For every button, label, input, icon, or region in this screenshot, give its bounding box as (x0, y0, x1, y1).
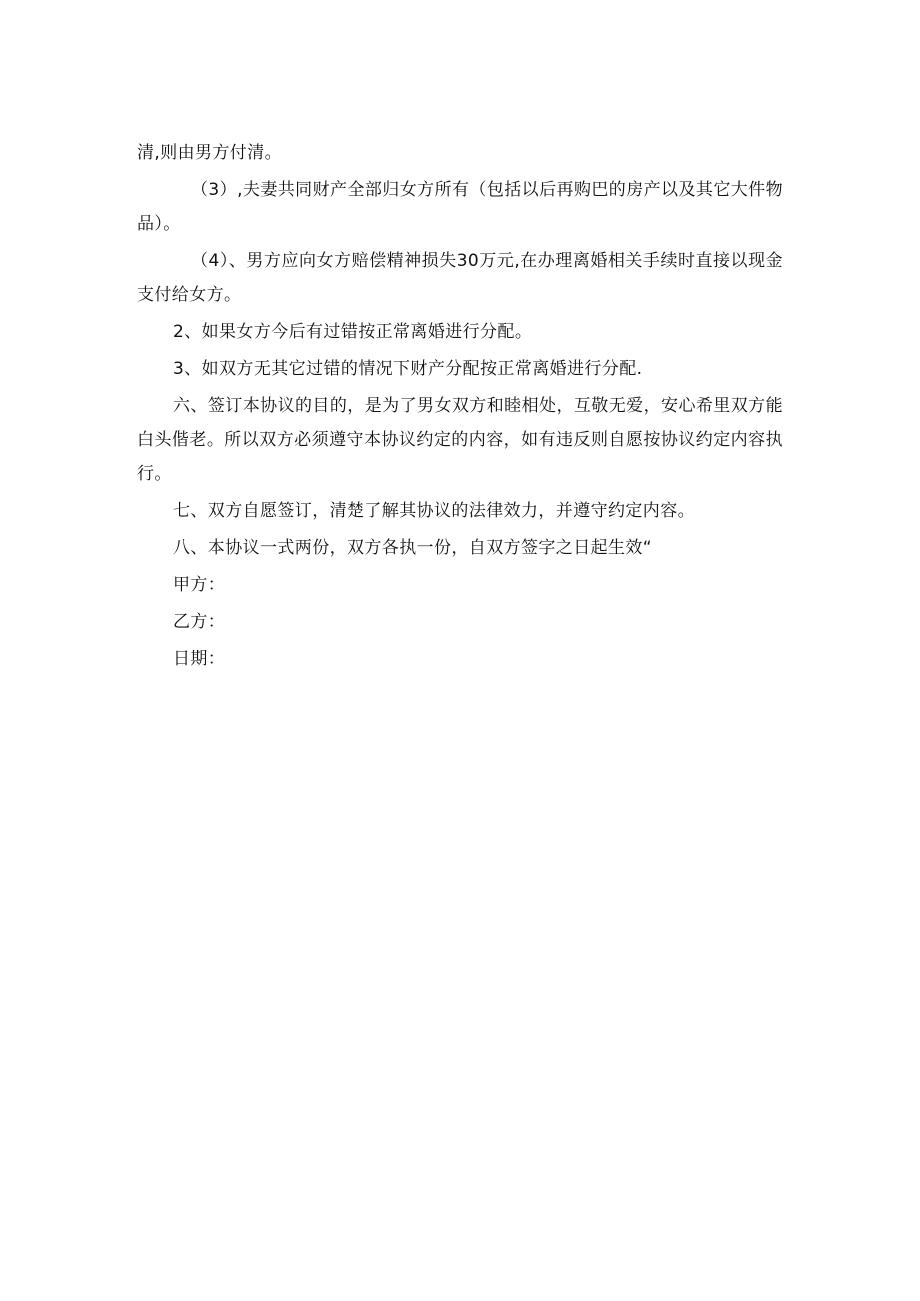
paragraph-section-8: 八、本协议一式两份，双方各执一份，自双方签字之日起生效“ (173, 538, 653, 558)
signature-party-a: 甲方： (173, 575, 226, 595)
document-body (137, 136, 783, 676)
paragraph-continuation: 清,则由男方付清。 (137, 143, 283, 163)
paragraph-section-7: 七、双方自愿签订，清楚了解其协议的法律效力，并遵守约定内容。 (173, 501, 695, 521)
signature-party-b: 乙方： (173, 612, 226, 632)
paragraph-section-6: 六、签订本协议的目的，是为了男女双方和睦相处，互敬无爱，安心希里双方能白头偕老。所以双方必须遵守本协议约定的内容，如有违反则自愿按协议约定内容执行。 (137, 396, 783, 484)
paragraph-clause-3: 3、如双方无其它过错的情况下财产分配按正常离婚进行分配. (173, 359, 643, 379)
paragraph-item-4: （4）、男方应向女方赔偿精神损失30万元,在办理离婚相关手续时直接以现金支付给女方。 (137, 251, 783, 305)
paragraph-item-3: （3）,夫妻共同财产全部归女方所有（包括以后再购巴的房产以及其它大件物品）。 (137, 180, 783, 234)
signature-date: 日期： (173, 649, 226, 669)
paragraph-clause-2: 2、如果女方今后有过错按正常离婚进行分配。 (173, 322, 533, 342)
